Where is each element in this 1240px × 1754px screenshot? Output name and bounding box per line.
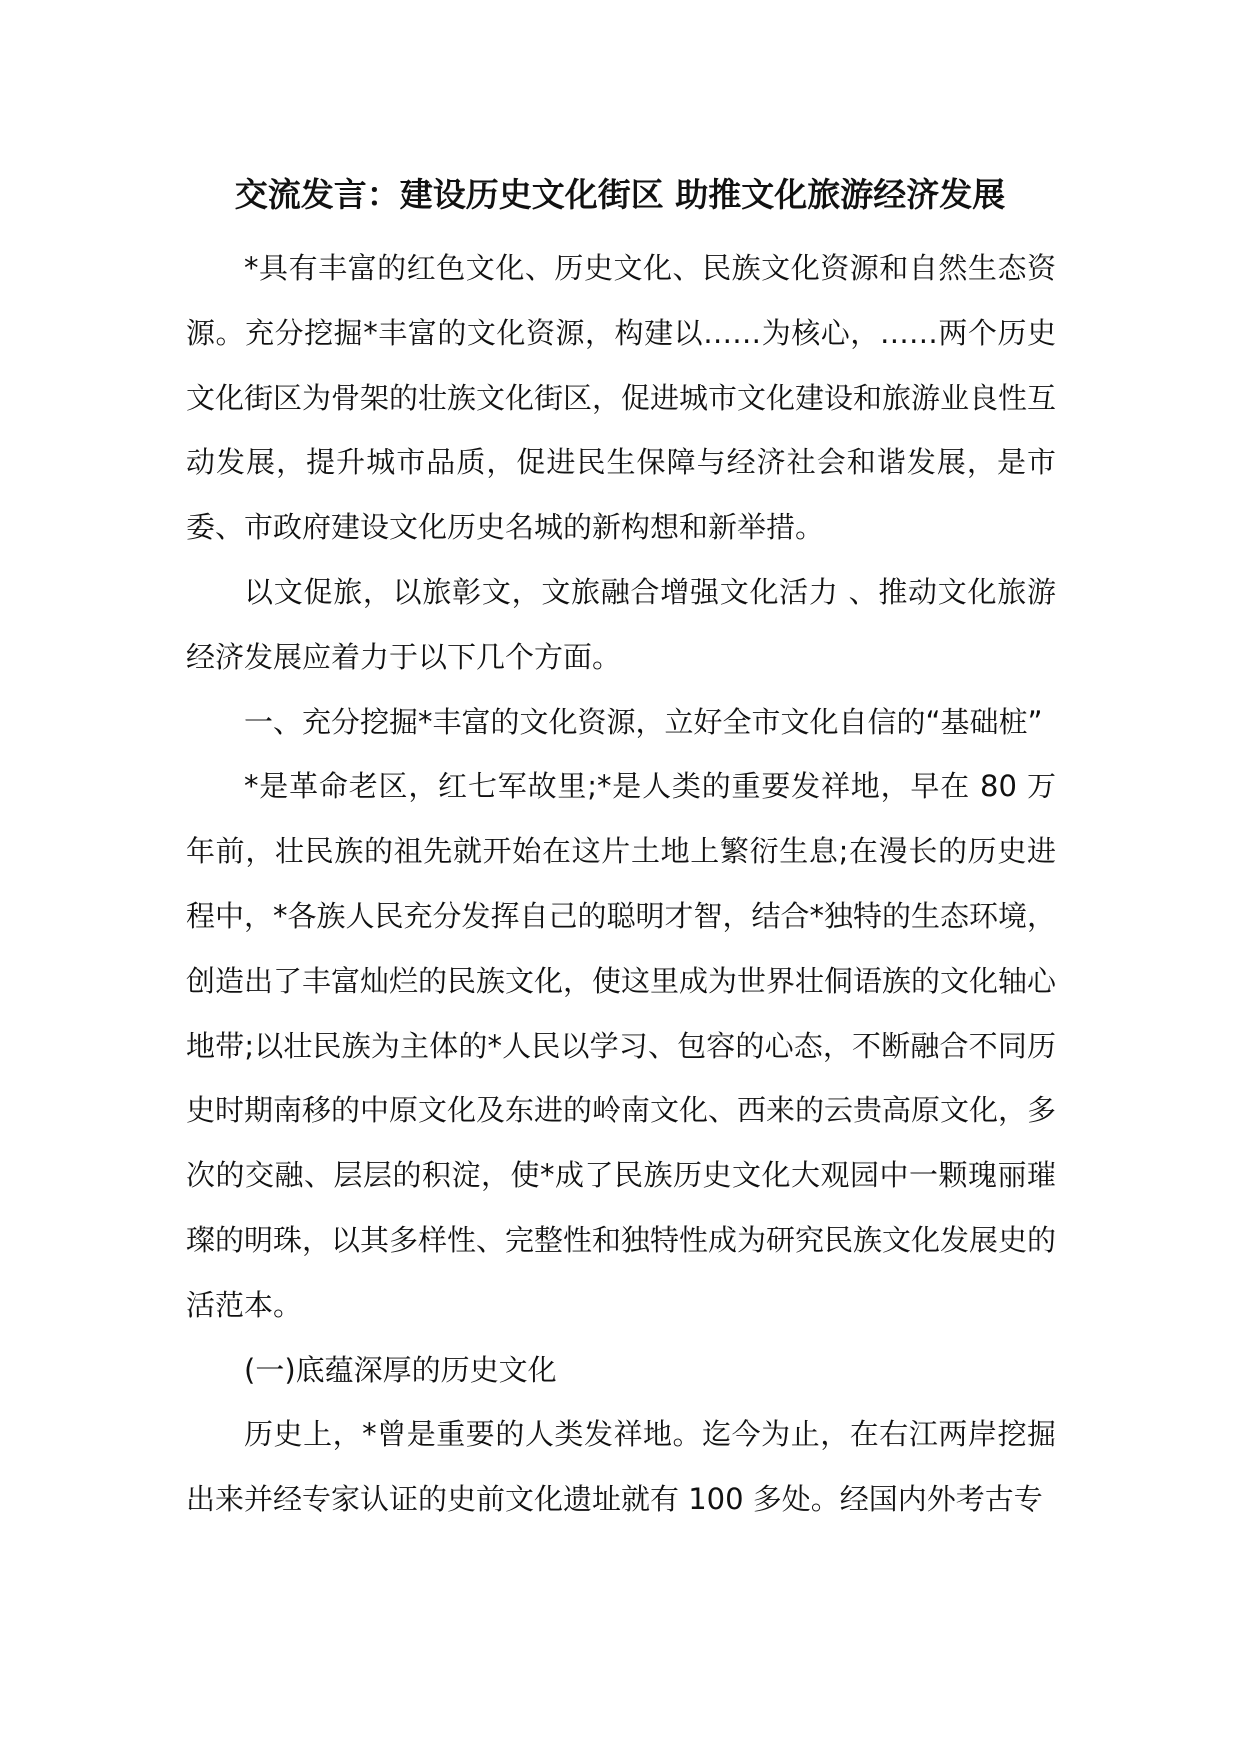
paragraph-summary: 以文促旅，以旅彰文，文旅融合增强文化活力 、推动文化旅游经济发展应着力于以下几个方面。 xyxy=(186,574,1056,674)
document-title: 交流发言：建设历史文化街区 助推文化旅游经济发展 xyxy=(234,175,1006,214)
paragraph-archaeology: 历史上，*曾是重要的人类发祥地。迄今为止，在右江两岸挖掘出来并经专家认证的史前文化遗址就有 100 多处。经国内外考古专 xyxy=(186,1417,1056,1517)
section-heading-1: 一、充分挖掘*丰富的文化资源，立好全市文化自信的“基础桩” xyxy=(244,704,1043,739)
paragraph-intro: *具有丰富的红色文化、历史文化、民族文化资源和自然生态资源。充分挖掘*丰富的文化资源，构建以……为核心，……两个历史文化街区为骨架的壮族文化街区，促进城市文化建设和旅游业良性互动发展，提升城市品质，促进民生保障与经济社会和谐发展，是市委、市政府建设文化历史名城的新构想和新举措。 xyxy=(186,251,1057,545)
subsection-heading-1: (一)底蕴深厚的历史文化 xyxy=(244,1352,557,1387)
document-body xyxy=(186,236,1056,1532)
paragraph-history: *是革命老区，红七军故里;*是人类的重要发祥地，早在 80 万年前，壮民族的祖先就开始在这片土地上繁衍生息;在漫长的历史进程中，*各族人民充分发挥自己的聪明才智，结合*独特的生态环境，创造出了丰富灿烂的民族文化，使这里成为世界壮侗语族的文化轴心地带;以壮民族为主体的*人民以学习、包容的心态，不断融合不同历史时期南移的中原文化及东进的岭南文化、西来的云贵高原文化，多次的交融、层层的积淀，使*成了民族历史文化大观园中一颗瑰丽璀璨的明珠，以其多样性、完整性和独特性成为研究民族文化发展史的活范本。 xyxy=(186,769,1057,1322)
